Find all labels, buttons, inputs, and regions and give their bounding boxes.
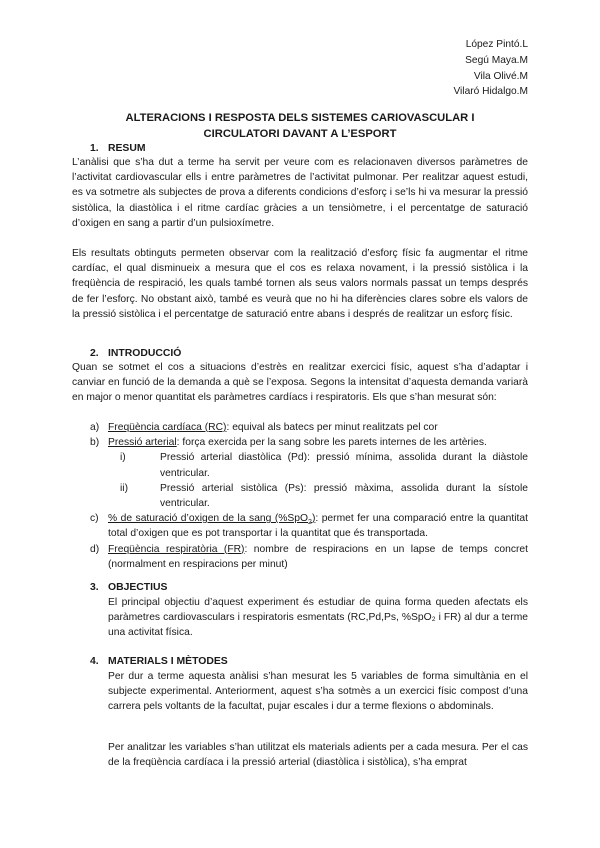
paragraph-materials-2: Per analitzar les variables s’han utilitzat els materials adients per a cada mesura. Per el cas de la freqüència cardíaca i la pressió arterial (diastòlica i sistòlica), s’ha emprat: [108, 742, 528, 769]
section-number: 2.: [90, 348, 99, 359]
list-text: Pressió arterial sistòlica (Ps): pressió màxima, assolida durant la sístole ventricular.: [160, 482, 528, 510]
author-name: Segú Maya.M: [465, 54, 528, 66]
list-marker: ii): [120, 482, 129, 494]
section-heading-materials: [90, 654, 228, 669]
list-text: Pressió arterial diastòlica (Pd): pressió mínima, assolida durant la diàstole ventricular.: [160, 452, 528, 479]
list-text: : equival als batecs per minut realitzats pel cor: [226, 422, 438, 433]
list-marker: d): [90, 543, 100, 555]
section-number: 4.: [90, 656, 99, 667]
section-title: OBJECTIUS: [108, 582, 168, 593]
author-name: López Pintó.L: [465, 39, 528, 50]
list-marker: b): [90, 437, 100, 449]
list-term: Pressió arterial: [108, 437, 177, 449]
list-term-text: % de saturació d’oxigen de la sang (%SpO: [108, 513, 309, 525]
section-title: INTRODUCCIÓ: [108, 348, 182, 359]
title-line: CIRCULATORI DAVANT A L’ESPORT: [203, 128, 397, 140]
section-heading-objectius: [90, 580, 167, 595]
section-title: MATERIALS I MÈTODES: [108, 656, 228, 667]
list-term: Freqüència cardíaca (RC): [108, 422, 227, 433]
paragraph-introduccio: Quan se sotmet el cos a situacions d’estrès en realitzar exercici físic, aquest s’ha d’adaptar i canviar en funció de la demanda a què se l’exposa. Segons la intensitat d’aquesta demanda variarà en major o menor quantitat els paràmetres cardíacs i respiratoris. Els que s’han mesurat són:: [72, 362, 528, 404]
author-name: Vilaró Hidalgo.M: [453, 86, 528, 98]
section-number: 3.: [90, 582, 99, 593]
list-marker: i): [120, 452, 126, 464]
list-item: [90, 435, 528, 450]
list-item: [90, 542, 528, 572]
section-title: RESUM: [108, 143, 146, 154]
document-title: [72, 110, 528, 142]
list-marker: c): [90, 513, 99, 525]
section-heading-introduccio: [90, 346, 181, 361]
sub-list-item: [90, 450, 528, 480]
subscript: 2: [308, 519, 312, 527]
list-text: : força exercida per la sang sobre les parets internes de les artèries.: [176, 437, 487, 449]
list-text: : nombre de respiracions en un lapse de temps concret (normalment en respiracions per minut): [108, 543, 528, 570]
section-number: 1.: [90, 143, 99, 154]
title-line: ALTERACIONS I RESPOSTA DELS SISTEMES CARIOVASCULAR I: [125, 112, 475, 124]
paragraph-resum-2: Els resultats obtinguts permeten observar com la realització d’esforç físic fa augmentar el ritme cardíac, el qual disminueix a mesura que el cos es relaxa novament, i la pressió sistòlica i la freqüència de respiració, les quals també tornen als seus valors normals passat un temps després de fer l’esforç. No obstant això, també es veurà que no hi ha diferències clares sobre els valors de la pressió sistòlica i el percentatge de saturació entre abans i després de realitzar un esforç físic.: [72, 248, 528, 320]
paragraph-objectius: El principal objectiu d’aquest experiment és estudiar de quina forma queden afectats els paràmetres cardiovasculars i respiratoris esmentats (RC,Pd,Ps, %SpO₂ i FR) al dur a terme una activitat física.: [108, 597, 528, 639]
author-name: Vila Olivé.M: [473, 70, 528, 82]
parameter-list: [90, 420, 528, 572]
list-term: [108, 513, 316, 527]
list-item: [90, 511, 528, 541]
list-term: Freqüència respiratòria (FR): [108, 543, 245, 555]
list-marker: a): [90, 422, 100, 433]
list-item: [90, 420, 528, 435]
paragraph-materials-1: Per dur a terme aquesta anàlisi s’han mesurat les 5 variables de forma simultània en el subjecte experimental. Anteriorment, aquest s’ha sotmès a un exercici físic compost d’una carrera pels voltants de la facultat, pujar escales i dur a terme flexions o abdominals.: [108, 671, 528, 713]
list-term-end: ): [311, 513, 316, 525]
list-text: : permet fer una comparació entre la quantitat total d’oxigen que es pot transportar i la quantitat que és transportada.: [108, 513, 528, 540]
sub-list-item: [90, 481, 528, 511]
section-heading-resum: [90, 141, 146, 156]
author-list: [453, 37, 528, 100]
paragraph-resum-1: L’anàlisi que s’ha dut a terme ha servit per veure com es relacionaven diversos paràmetres de l’activitat cardiovascular ells i entre paràmetres de l’activitat pulmonar. Per realitzar aquest estudi, es va sotmetre als subjectes de prova a diferents condicions d’esforç i se’ls hi va mesurar la pressió sistòlica, la diastòlica i el ritme cardíac gràcies a un tensiòmetre, i el percentatge de saturació d’oxigen en sang a partir d’un pulsioxímetre.: [72, 157, 528, 229]
